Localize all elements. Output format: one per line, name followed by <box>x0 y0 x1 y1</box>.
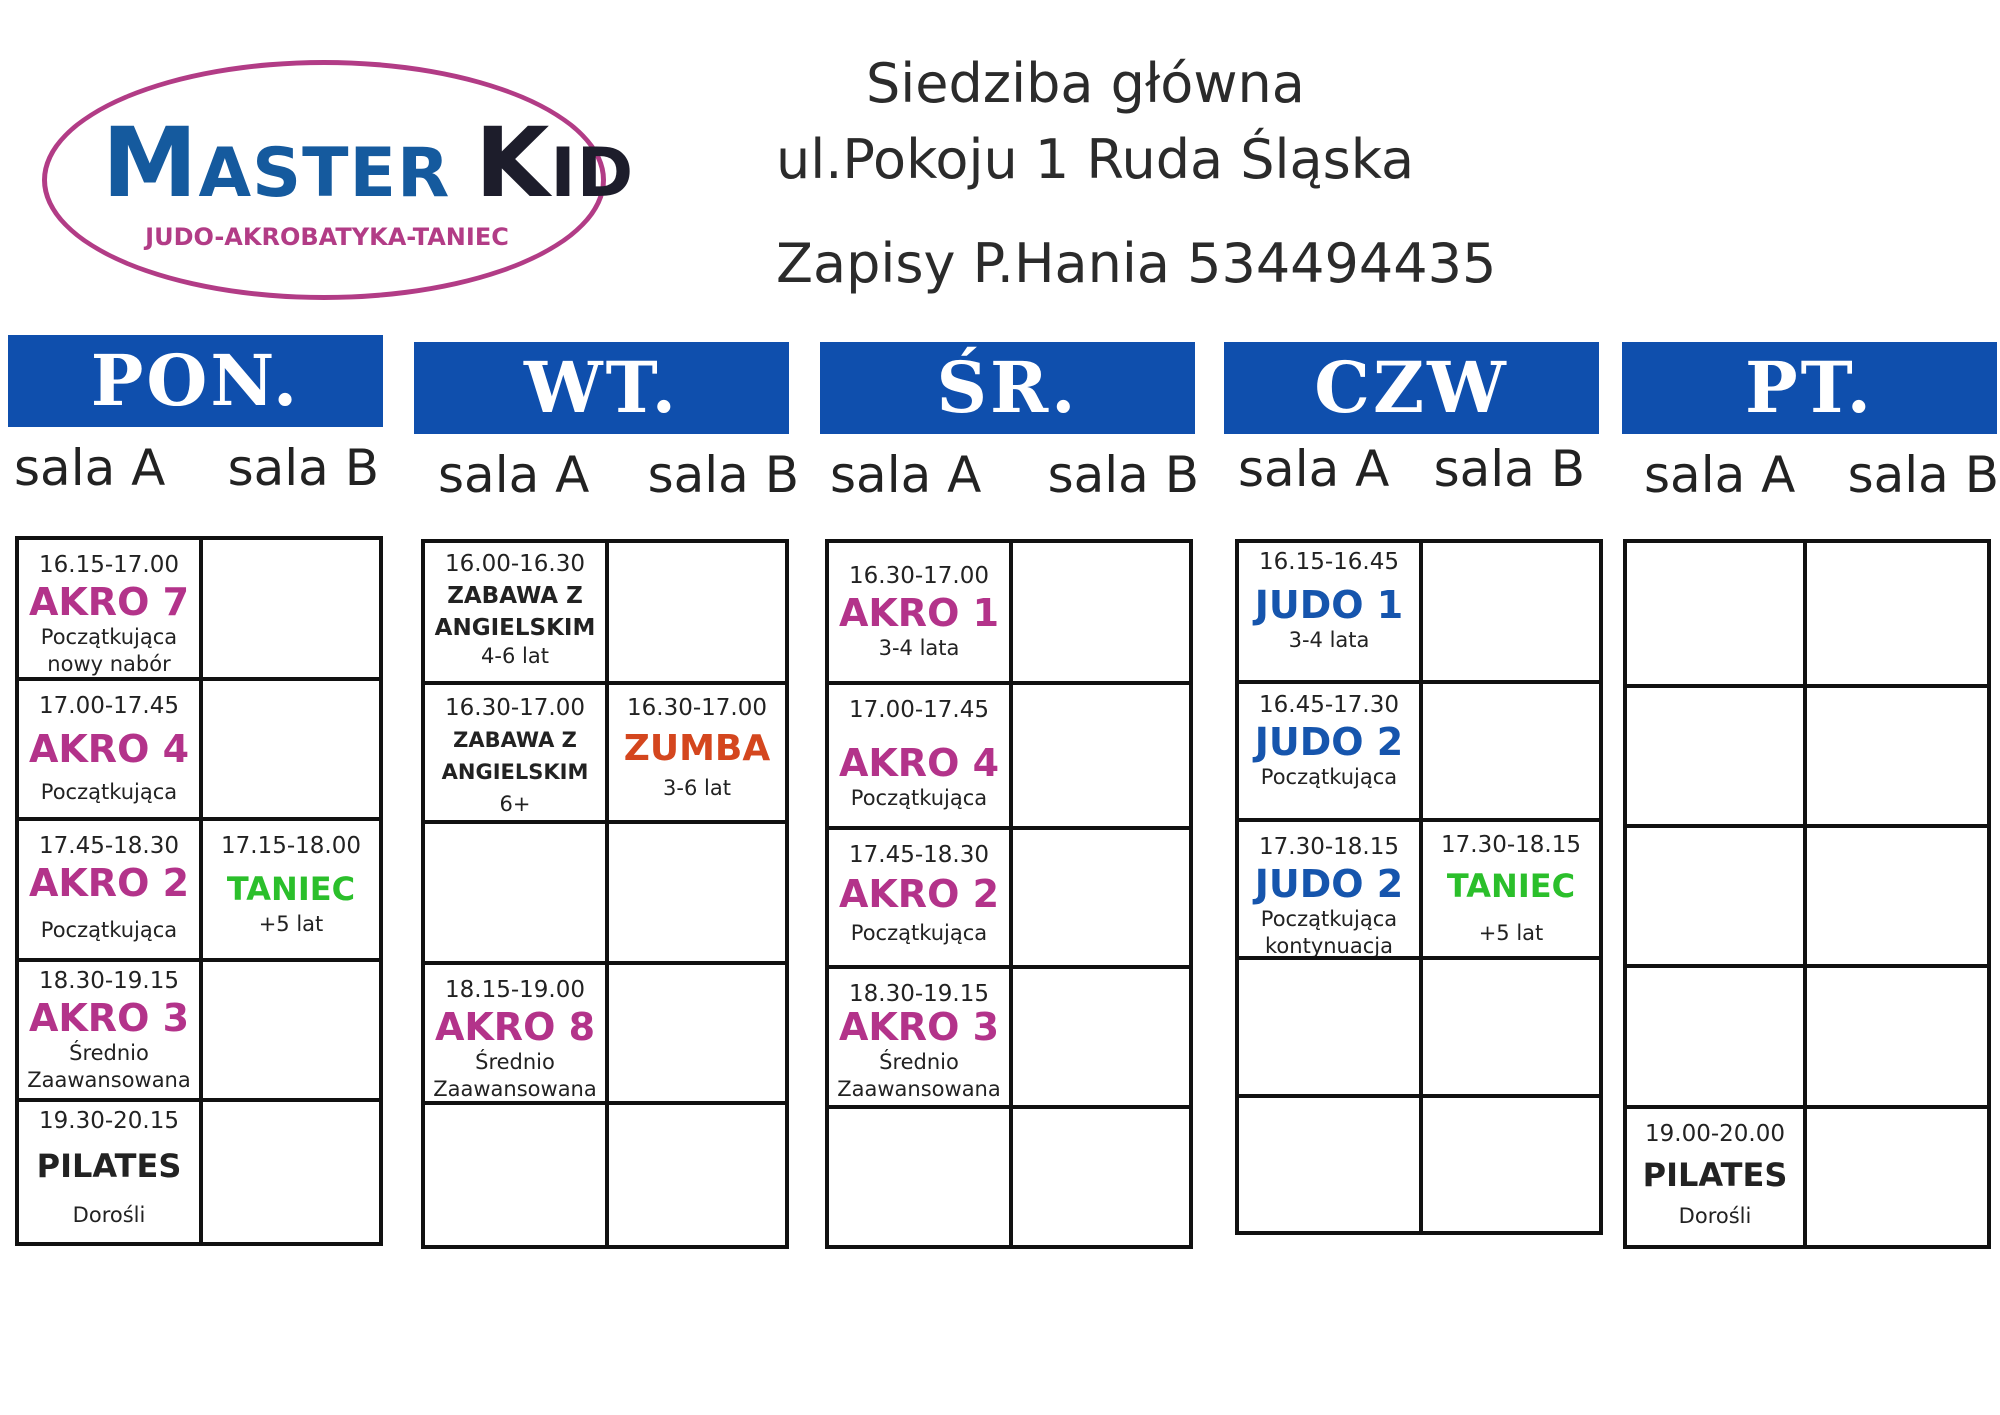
class-name-2: ANGIELSKIM <box>441 760 589 784</box>
class-time: 16.15-17.00 <box>39 552 179 578</box>
room-b-label: sala B <box>1047 446 1199 504</box>
room-a-label: sala A <box>830 446 982 504</box>
class-level: 6+ <box>499 792 531 816</box>
logo-name: MASTER KID <box>102 107 635 219</box>
class-note: kontynuacja <box>1265 934 1393 956</box>
class-level: Dorośli <box>72 1203 146 1227</box>
class-cell <box>1239 543 1419 680</box>
class-level: 3-6 lat <box>663 776 731 800</box>
class-time: 18.30-19.15 <box>849 981 989 1007</box>
class-name: AKRO 3 <box>28 996 190 1040</box>
room-b-label: sala B <box>1847 446 1999 504</box>
schedule-grid-monday <box>15 536 383 1246</box>
class-cell <box>19 1102 199 1242</box>
schedule-grid-tuesday <box>421 539 789 1249</box>
room-b-label: sala B <box>227 439 379 497</box>
class-name-2: ANGIELSKIM <box>434 615 596 641</box>
class-level-2: Zaawansowana <box>27 1068 191 1092</box>
class-name: AKRO 3 <box>838 1005 1000 1049</box>
class-cell <box>829 543 1009 681</box>
class-time: 16.30-17.00 <box>849 563 989 589</box>
class-level: Średnio <box>69 1041 149 1065</box>
class-cell <box>203 821 379 958</box>
class-time: 17.15-18.00 <box>221 833 361 859</box>
rooms-row <box>414 434 799 524</box>
logo <box>42 60 635 300</box>
class-name: AKRO 2 <box>28 861 190 905</box>
class-level: 3-4 lata <box>1288 628 1370 652</box>
class-cell <box>1239 684 1419 818</box>
rooms-row <box>1224 434 1599 524</box>
class-name: AKRO 1 <box>838 591 1000 635</box>
class-level-2: Zaawansowana <box>837 1077 1001 1101</box>
class-cell <box>829 830 1009 965</box>
class-time: 18.30-19.15 <box>39 968 179 994</box>
class-cell <box>425 965 605 1101</box>
class-cell <box>19 821 199 958</box>
class-level: Średnio <box>879 1050 959 1074</box>
class-cell <box>19 962 199 1098</box>
class-time: 17.30-18.15 <box>1441 832 1581 858</box>
day-column-wednesday <box>820 335 1199 524</box>
class-time: 17.30-18.15 <box>1259 834 1399 860</box>
class-cell <box>425 543 605 681</box>
class-cell <box>1627 1109 1803 1245</box>
class-level: Początkująca <box>40 625 178 649</box>
day-header: PON. <box>8 335 383 427</box>
class-name: JUDO 2 <box>1254 720 1404 764</box>
room-a-label: sala A <box>1238 440 1390 498</box>
class-note: nowy nabór <box>47 652 171 676</box>
class-cell <box>829 969 1009 1105</box>
class-level: Początkująca <box>850 786 988 810</box>
class-name: ZUMBA <box>623 728 771 769</box>
day-column-friday <box>1622 335 1997 524</box>
class-level: +5 lat <box>1478 921 1544 945</box>
class-time: 17.45-18.30 <box>849 842 989 868</box>
rooms-row <box>1622 434 1997 524</box>
class-name: AKRO 2 <box>838 872 1000 916</box>
address: ul.Pokoju 1 Ruda Śląska <box>776 128 1415 191</box>
class-time: 19.00-20.00 <box>1645 1121 1785 1147</box>
class-name: AKRO 4 <box>838 741 1000 785</box>
class-cell <box>425 685 605 820</box>
class-name: AKRO 8 <box>434 1005 596 1049</box>
class-name: JUDO 1 <box>1254 583 1404 627</box>
room-a-label: sala A <box>14 439 166 497</box>
class-level: Początkująca <box>850 921 988 945</box>
class-time: 16.30-17.00 <box>445 695 585 721</box>
class-name: ZABAWA Z <box>447 583 583 609</box>
day-column-tuesday <box>414 335 799 524</box>
day-column-monday <box>8 335 383 517</box>
class-level: Średnio <box>475 1050 555 1074</box>
class-time: 16.45-17.30 <box>1259 692 1399 718</box>
day-header: ŚR. <box>820 342 1195 434</box>
class-name: ZABAWA Z <box>453 728 577 752</box>
class-time: 17.00-17.45 <box>39 693 179 719</box>
class-name: JUDO 2 <box>1254 862 1404 906</box>
class-time: 16.30-17.00 <box>627 695 767 721</box>
class-level: Początkująca <box>40 918 178 942</box>
class-level: 4-6 lat <box>481 644 549 668</box>
class-time: 17.45-18.30 <box>39 833 179 859</box>
class-time: 17.00-17.45 <box>849 697 989 723</box>
class-cell <box>1423 822 1599 956</box>
day-header: WT. <box>414 342 789 434</box>
class-cell <box>609 685 785 820</box>
class-level: 3-4 lata <box>878 636 960 660</box>
registration-phone: Zapisy P.Hania 534494435 <box>776 232 1497 295</box>
class-time: 18.15-19.00 <box>445 977 585 1003</box>
class-name: AKRO 7 <box>28 580 190 624</box>
schedule-grid-wednesday <box>825 539 1193 1249</box>
class-name: PILATES <box>1642 1156 1788 1194</box>
class-cell <box>19 681 199 817</box>
class-name: PILATES <box>36 1147 182 1185</box>
class-name: AKRO 4 <box>28 727 190 771</box>
day-header: PT. <box>1622 342 1997 434</box>
rooms-row <box>820 434 1199 524</box>
headquarters-label: Siedziba główna <box>866 52 1305 115</box>
rooms-row <box>8 427 383 517</box>
schedule-grid-thursday <box>1235 539 1603 1235</box>
class-cell <box>1239 822 1419 956</box>
day-column-thursday <box>1224 335 1599 524</box>
class-level: Dorośli <box>1678 1204 1752 1228</box>
class-cell <box>829 685 1009 826</box>
class-level: +5 lat <box>258 912 324 936</box>
class-level: Początkująca <box>40 780 178 804</box>
class-level: Początkująca <box>1260 907 1398 931</box>
room-b-label: sala B <box>1433 440 1585 498</box>
class-cell <box>19 540 199 677</box>
class-time: 16.00-16.30 <box>445 551 585 577</box>
class-level: Początkująca <box>1260 765 1398 789</box>
class-time: 19.30-20.15 <box>39 1108 179 1134</box>
class-time: 16.15-16.45 <box>1259 549 1399 575</box>
class-level-2: Zaawansowana <box>433 1077 597 1101</box>
logo-tagline: JUDO-AKROBATYKA-TANIEC <box>145 223 509 251</box>
room-a-label: sala A <box>438 446 590 504</box>
day-header: CZW <box>1224 342 1599 434</box>
schedule-grid-friday <box>1623 539 1991 1249</box>
class-name: TANIEC <box>226 870 356 908</box>
room-a-label: sala A <box>1644 446 1796 504</box>
room-b-label: sala B <box>647 446 799 504</box>
class-name: TANIEC <box>1446 867 1576 905</box>
